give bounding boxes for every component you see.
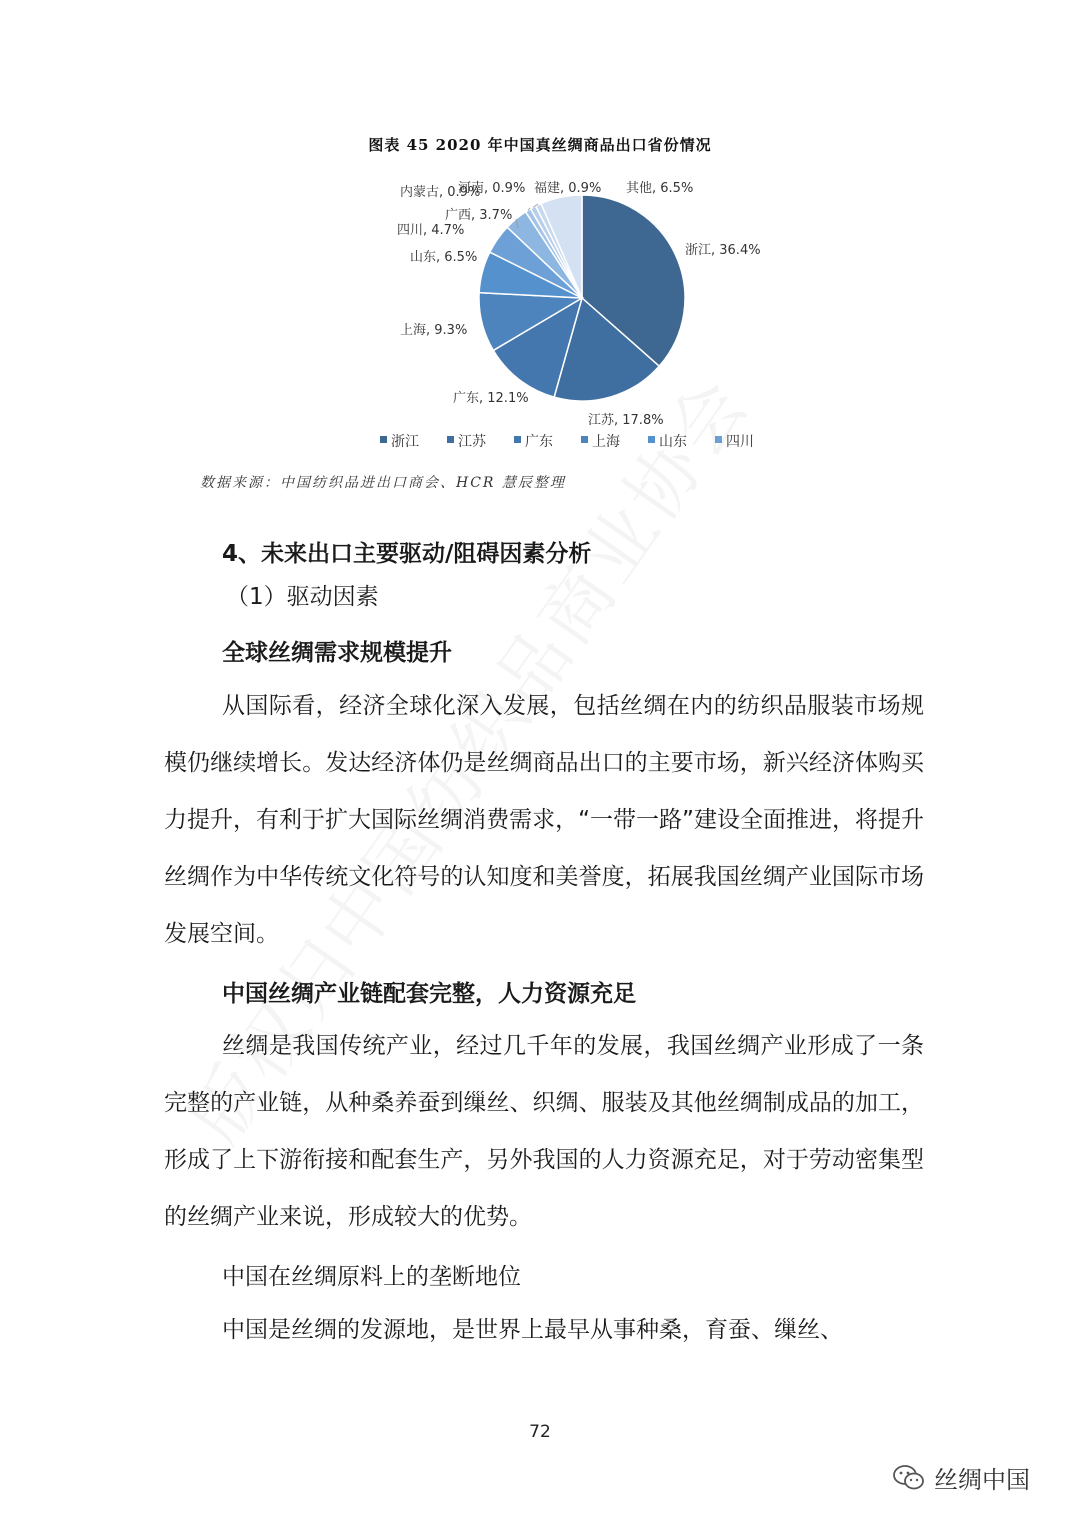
brand-mark: [892, 1460, 1030, 1495]
heading-industry-chain: 中国丝绸产业链配套完整，人力资源充足: [222, 981, 636, 1007]
heading-raw-material: 中国在丝绸原料上的垄断地位: [222, 1264, 521, 1290]
page-number: 72: [529, 1422, 551, 1442]
data-label: 山东, 6.5%: [410, 250, 478, 265]
data-label: 广西, 3.7%: [445, 208, 513, 223]
data-label: 广东, 12.1%: [453, 391, 529, 406]
data-source: 数据来源：中国纺织品进出口商会、HCR 慧辰整理: [200, 475, 566, 491]
paragraph-text: 中国是丝绸的发源地，是世界上最早从事种桑，育蚕、缫丝、: [222, 1317, 843, 1343]
data-label: 上海, 9.3%: [400, 323, 468, 338]
paragraph-text: 丝绸是我国传统产业，经过几千年的发展，我国丝绸产业形成了一条完整的产业链，从种桑养蚕到缫丝、织绸、服装及其他丝绸制成品的加工，形成了上下游衔接和配套生产，另外我国的人力资源充足，对于劳动密集型的丝绸产业来说，形成较大的优势。: [164, 1033, 924, 1230]
data-label: 江苏, 17.8%: [588, 413, 664, 428]
paragraph-raw-material: [164, 1302, 924, 1359]
legend-swatch: [380, 436, 387, 443]
legend-swatch: [581, 436, 588, 443]
data-label: 福建, 0.9%: [534, 181, 602, 196]
brand-name: 丝绸中国: [934, 1466, 1030, 1494]
data-label: 内蒙古, 0.9%: [400, 185, 481, 200]
legend-label: 上海: [592, 434, 620, 450]
heading-global-demand: 全球丝绸需求规模提升: [222, 640, 452, 666]
wechat-icon: [892, 1463, 926, 1493]
figure-title: 图表 45 2020 年中国真丝绸商品出口省份情况: [368, 136, 712, 154]
section-heading: 4、未来出口主要驱动/阻碍因素分析: [222, 541, 592, 567]
section-subheading: （1）驱动因素: [226, 584, 379, 610]
data-label: 浙江, 36.4%: [685, 243, 761, 258]
data-label: 其他, 6.5%: [626, 181, 694, 196]
data-label: 四川, 4.7%: [397, 223, 465, 238]
legend-swatch: [447, 436, 454, 443]
paragraph-text: 从国际看，经济全球化深入发展，包括丝绸在内的纺织品服装市场规模仍继续增长。发达经济体仍是丝绸商品出口的主要市场，新兴经济体购买力提升，有利于扩大国际丝绸消费需求，“一带一路”建设全面推进，将提升丝绸作为中华传统文化符号的认知度和美誉度，拓展我国丝绸产业国际市场发展空间。: [164, 693, 924, 947]
legend-label: 江苏: [458, 434, 486, 450]
legend-swatch: [514, 436, 521, 443]
legend-label: 广东: [525, 434, 553, 450]
legend-label: 浙江: [391, 434, 419, 450]
legend-label: 四川: [726, 434, 754, 450]
data-label: 河南, 0.9%: [458, 181, 526, 196]
legend-label: 山东: [659, 434, 687, 450]
